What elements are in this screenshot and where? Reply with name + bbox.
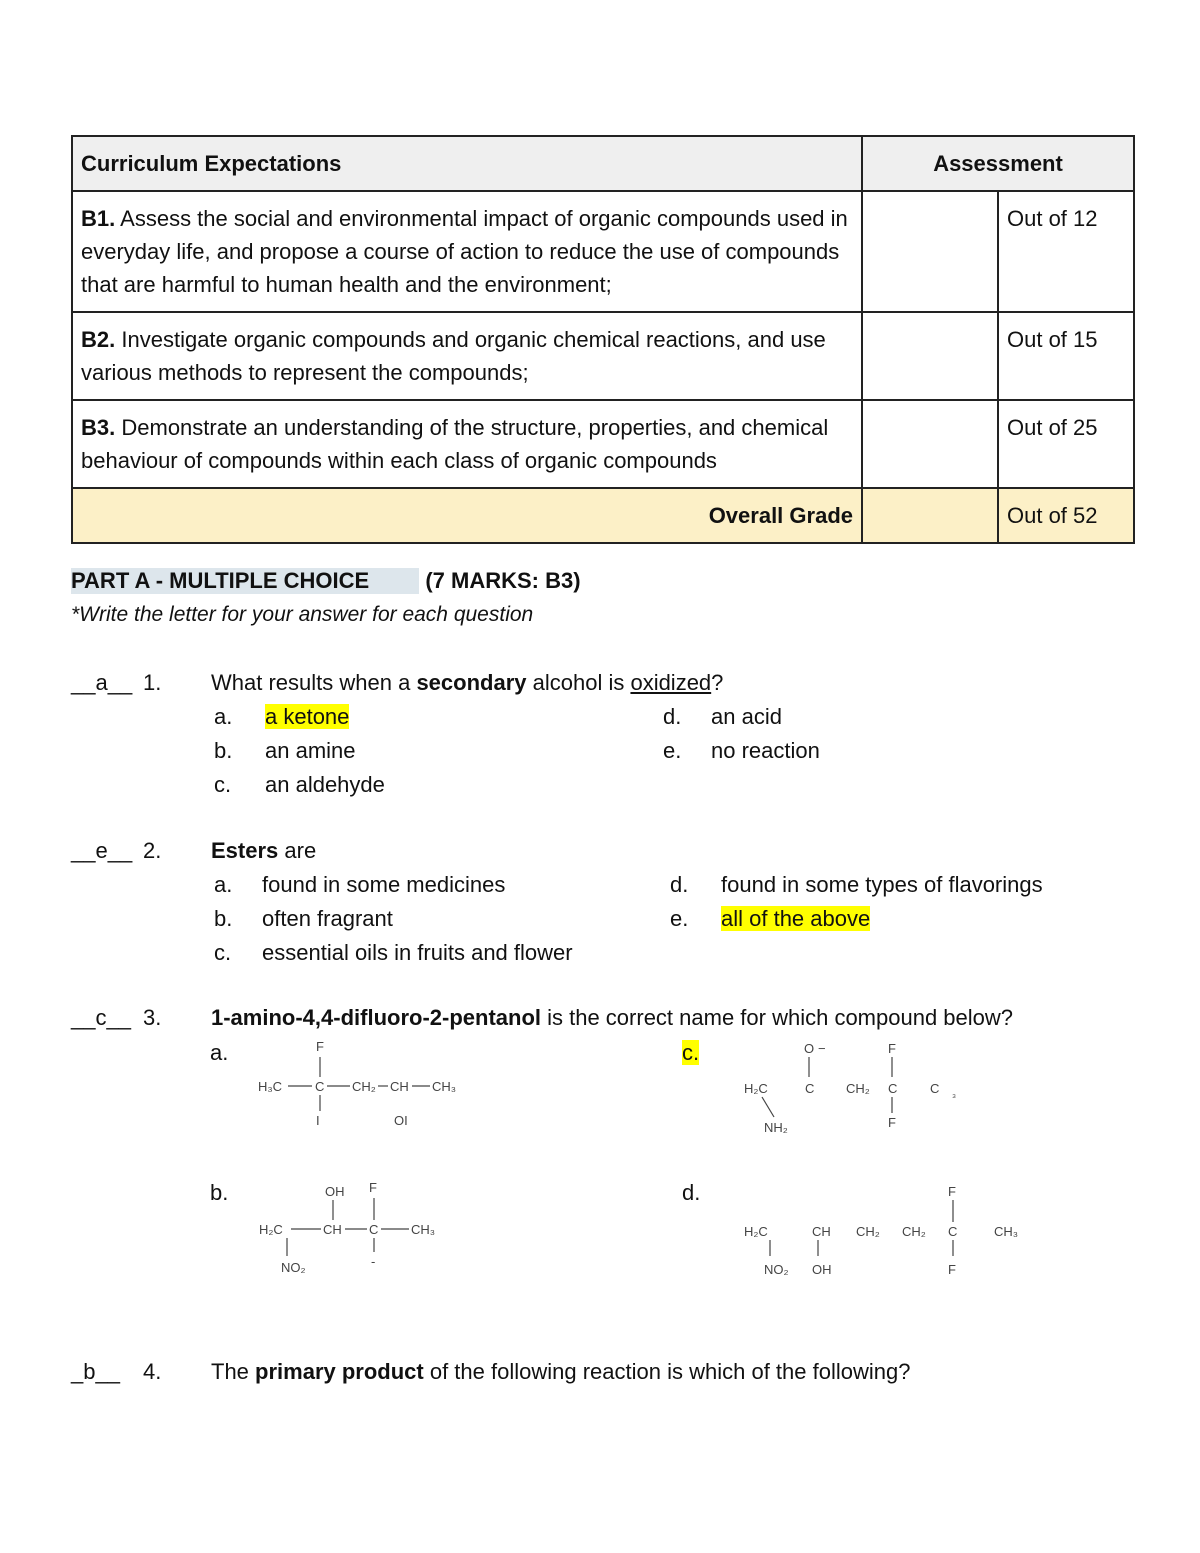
- atom-label: ₃: [952, 1089, 957, 1100]
- option-a-q2[interactable]: found in some medicines: [262, 872, 506, 897]
- atom-label: C: [888, 1081, 898, 1096]
- answer-blank-q4[interactable]: _b__: [71, 1359, 120, 1384]
- score-cell-b1[interactable]: [862, 191, 998, 312]
- option-letter: d.: [670, 872, 689, 897]
- structure-b-diagram: [255, 1178, 465, 1278]
- option-c-q2[interactable]: essential oils in fruits and flower: [262, 940, 573, 965]
- part-a-heading: PART A - MULTIPLE CHOICE: [71, 568, 419, 594]
- atom-label: H₂C: [744, 1224, 768, 1239]
- atom-label: OH: [812, 1262, 832, 1277]
- atom-label: CH: [390, 1079, 409, 1094]
- atom-label: F: [888, 1115, 896, 1130]
- expectation-code: B1.: [81, 206, 116, 231]
- score-cell-b2[interactable]: [862, 312, 998, 400]
- option-c-q1[interactable]: an aldehyde: [265, 772, 385, 797]
- out-of-b3: Out of 25: [998, 400, 1134, 488]
- structure-label-a[interactable]: a.: [210, 1040, 229, 1065]
- question-number: 3.: [143, 1005, 162, 1030]
- question-number: 2.: [143, 838, 162, 863]
- atom-label: NO₂: [281, 1260, 306, 1275]
- option-letter: e.: [670, 906, 689, 931]
- option-a-q1[interactable]: a ketone: [265, 704, 350, 729]
- overall-out-of: Out of 52: [998, 488, 1134, 543]
- answer-blank-q1[interactable]: __a__: [71, 670, 133, 695]
- atom-label: F: [948, 1262, 956, 1277]
- option-letter: c.: [214, 940, 232, 965]
- overall-grade-label: Overall Grade: [72, 488, 862, 543]
- option-letter: e.: [663, 738, 682, 763]
- answer-blank-q2[interactable]: __e__: [71, 838, 133, 863]
- option-e-q2[interactable]: all of the above: [721, 906, 871, 931]
- expectation-text: Demonstrate an understanding of the structure, properties, and chemical behaviour of compounds within each class of organic compounds: [81, 415, 829, 473]
- structure-d-diagram: [740, 1178, 1040, 1278]
- rubric-row-b3: [72, 400, 1134, 488]
- atom-label: CH₃: [411, 1222, 436, 1237]
- out-of-b1: Out of 12: [998, 191, 1134, 312]
- atom-label: H₂C: [259, 1222, 283, 1237]
- atom-label: -: [371, 1254, 376, 1269]
- option-d-q1[interactable]: an acid: [711, 704, 782, 729]
- atom-label: H₂C: [744, 1081, 768, 1096]
- rubric-header-row: [72, 136, 1134, 191]
- assessment-rubric-table: [71, 135, 1135, 544]
- part-a-marks: (7 MARKS: B3): [425, 568, 581, 593]
- question-number: 4.: [143, 1359, 162, 1384]
- option-e-q1[interactable]: no reaction: [711, 738, 820, 763]
- atom-label: H₃C: [258, 1079, 283, 1094]
- curriculum-expectations-header: Curriculum Expectations: [72, 136, 862, 191]
- structure-c-diagram: [740, 1035, 980, 1135]
- option-letter: b.: [214, 906, 233, 931]
- atom-label: C: [369, 1222, 379, 1237]
- atom-label: I: [316, 1113, 320, 1128]
- question-text-q4: The primary product of the following reaction is which of the following?: [211, 1359, 911, 1384]
- expectation-b3: [72, 400, 862, 488]
- atom-label: C: [315, 1079, 325, 1094]
- option-letter: a.: [214, 872, 233, 897]
- option-letter: d.: [663, 704, 682, 729]
- overall-grade-row: [72, 488, 1134, 543]
- atom-label: CH₂: [856, 1224, 880, 1239]
- structure-label-c[interactable]: c.: [682, 1040, 700, 1065]
- expectation-b2: [72, 312, 862, 400]
- option-d-q2[interactable]: found in some types of flavorings: [721, 872, 1043, 897]
- question-number: 1.: [143, 670, 162, 695]
- atom-label: CH: [323, 1222, 342, 1237]
- option-letter: b.: [214, 738, 233, 763]
- option-letter: c.: [214, 772, 232, 797]
- atom-label: CH₃: [994, 1224, 1019, 1239]
- atom-label: CH₂: [902, 1224, 926, 1239]
- atom-label: CH: [812, 1224, 831, 1239]
- atom-label: F: [369, 1180, 377, 1195]
- answer-blank-q3[interactable]: __c__: [71, 1005, 131, 1030]
- atom-label: NH₂: [764, 1120, 788, 1135]
- structure-label-b[interactable]: b.: [210, 1180, 229, 1205]
- option-b-q2[interactable]: often fragrant: [262, 906, 393, 931]
- assessment-header: Assessment: [862, 136, 1134, 191]
- atom-label: F: [888, 1041, 896, 1056]
- option-b-q1[interactable]: an amine: [265, 738, 356, 763]
- atom-label: C: [805, 1081, 815, 1096]
- atom-label: CH₂: [846, 1081, 870, 1096]
- expectation-code: B2.: [81, 327, 116, 352]
- score-cell-b3[interactable]: [862, 400, 998, 488]
- rubric-row-b1: [72, 191, 1134, 312]
- atom-label: F: [316, 1039, 324, 1054]
- rubric-row-b2: [72, 312, 1134, 400]
- atom-label: −: [818, 1041, 826, 1056]
- atom-label: NO₂: [764, 1262, 789, 1277]
- expectation-text: Assess the social and environmental impact of organic compounds used in everyday life, and propose a course of action to reduce the use of compounds that are harmful to human health and the environment;: [81, 206, 848, 297]
- atom-label: F: [948, 1184, 956, 1199]
- atom-label: C: [948, 1224, 958, 1239]
- expectation-code: B3.: [81, 415, 116, 440]
- atom-label: OI: [394, 1113, 408, 1128]
- part-a-title: [71, 568, 581, 594]
- atom-label: O: [804, 1041, 815, 1056]
- overall-score-cell[interactable]: [862, 488, 998, 543]
- atom-label: CH₃: [432, 1079, 457, 1094]
- question-text-q1: What results when a secondary alcohol is oxidized?: [211, 670, 724, 695]
- out-of-b2: Out of 15: [998, 312, 1134, 400]
- structure-label-d[interactable]: d.: [682, 1180, 701, 1205]
- atom-label: OH: [325, 1184, 345, 1199]
- expectation-b1: [72, 191, 862, 312]
- expectation-text: Investigate organic compounds and organic chemical reactions, and use various methods to represent the compounds;: [81, 327, 826, 385]
- question-text-q2: Esters are: [211, 838, 317, 863]
- part-a-instruction: *Write the letter for your answer for each question: [71, 603, 534, 626]
- structure-a-diagram: [250, 1035, 490, 1135]
- atom-label: CH₂: [352, 1079, 376, 1094]
- option-letter: a.: [214, 704, 233, 729]
- atom-label: C: [930, 1081, 940, 1096]
- question-text-q3: 1-amino-4,4-difluoro-2-pentanol is the correct name for which compound below?: [211, 1005, 1014, 1030]
- bond-line: [762, 1097, 774, 1117]
